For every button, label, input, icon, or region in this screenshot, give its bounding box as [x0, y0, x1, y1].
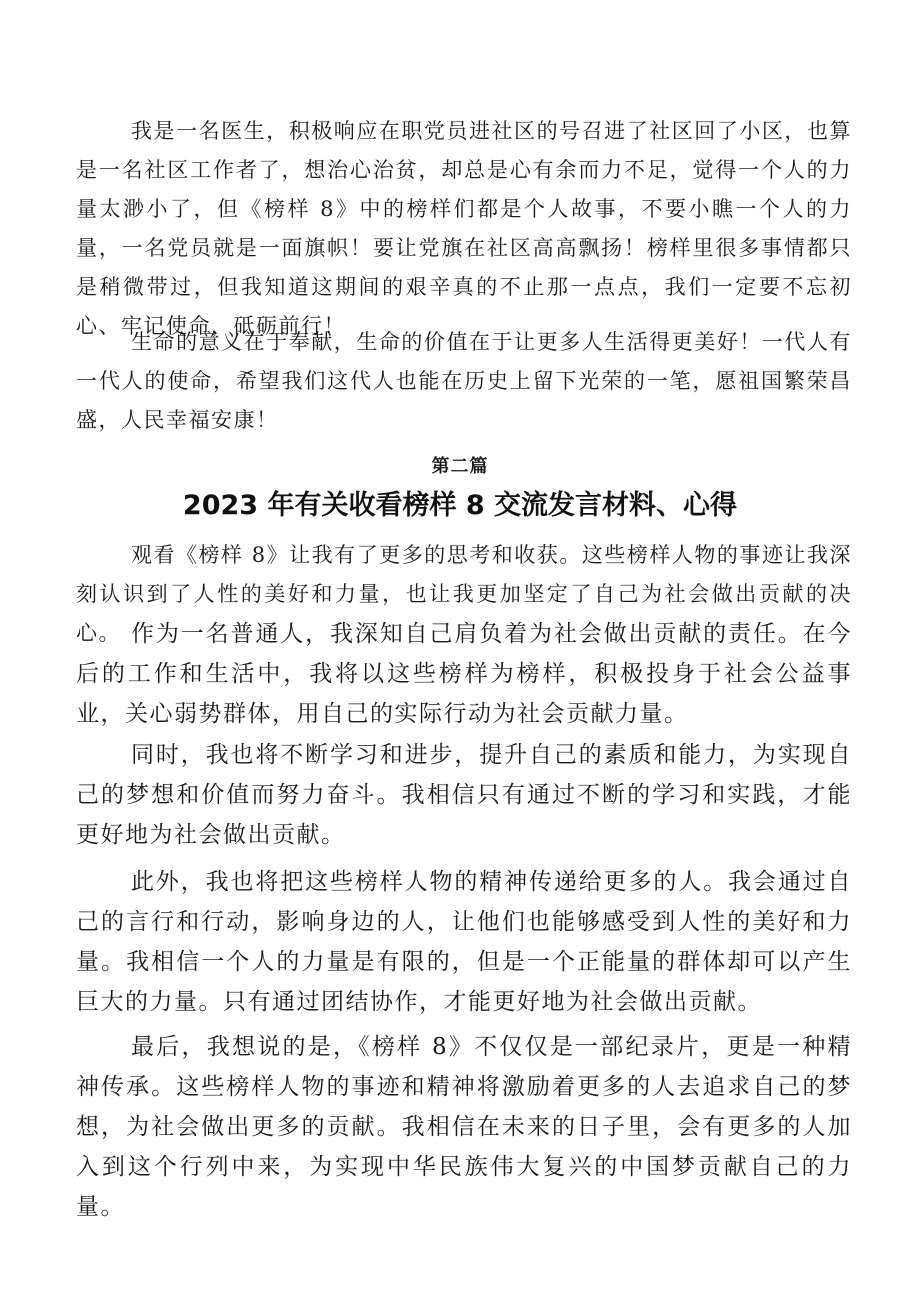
- paragraph-meaning-of-life: 生命的意义在于奉献，生命的价值在于让更多人生活得更美好！一代人有一代人的使命，希望我们这代人也能在历史上留下光荣的一笔，愿祖国繁荣昌盛，人民幸福安康！: [76, 330, 852, 432]
- paragraph-conclusion: 最后，我想说的是，《榜样 8》不仅仅是一部纪录片，更是一种精神传承。这些榜样人物的事迹和精神将激励着更多的人去追求自己的梦想，为社会做出更多的贡献。我相信在未来的日子里，会有更多的人加入到这个行列中来，为实现中华民族伟大复兴的中国梦贡献自己的力量。: [76, 1034, 852, 1220]
- paragraph-watching-reflection: 观看《榜样 8》让我有了更多的思考和收获。这些榜样人物的事迹让我深刻认识到了人性的美好和力量，也让我更加坚定了自己为社会做出贡献的决心。: [76, 543, 852, 645]
- paragraph-responsibility: 作为一名普通人，我深知自己肩负着为社会做出贡献的责任。在今后的工作和生活中，我将以这些榜样为榜样，积极投身于社会公益事业，关心弱势群体，用自己的实际行动为社会贡献力量。: [76, 621, 852, 727]
- paragraph-doctor-story: 我是一名医生，积极响应在职党员进社区的号召进了社区回了小区，也算是一名社区工作者了，想治心治贫，却总是心有余而力不足，觉得一个人的力量太渺小了，但《榜样 8》中的榜样们都是个人故事，不要小瞧一个人的力量，一名党员就是一面旗帜！要让党旗在社区高高飘扬！榜样里很多事情都只是稍微带过，但我知道这期间的艰辛真的不止那一点点，我们一定要不忘初心、牢记使命，砥砺前行！: [76, 119, 852, 338]
- section-label: 第二篇: [431, 456, 489, 477]
- paragraph-spread-spirit: 此外，我也将把这些榜样人物的精神传递给更多的人。我会通过自己的言行和行动，影响身边的人，让他们也能够感受到人性的美好和力量。我相信一个人的力量是有限的，但是一个正能量的群体却可以产生巨大的力量。只有通过团结协作，才能更好地为社会做出贡献。: [76, 869, 852, 1015]
- document-title: 2023 年有关收看榜样 8 交流发言材料、心得: [182, 490, 738, 521]
- paragraph-learning-progress: 同时，我也将不断学习和进步，提升自己的素质和能力，为实现自己的梦想和价值而努力奋斗。我相信只有通过不断的学习和实践，才能更好地为社会做出贡献。: [76, 742, 852, 848]
